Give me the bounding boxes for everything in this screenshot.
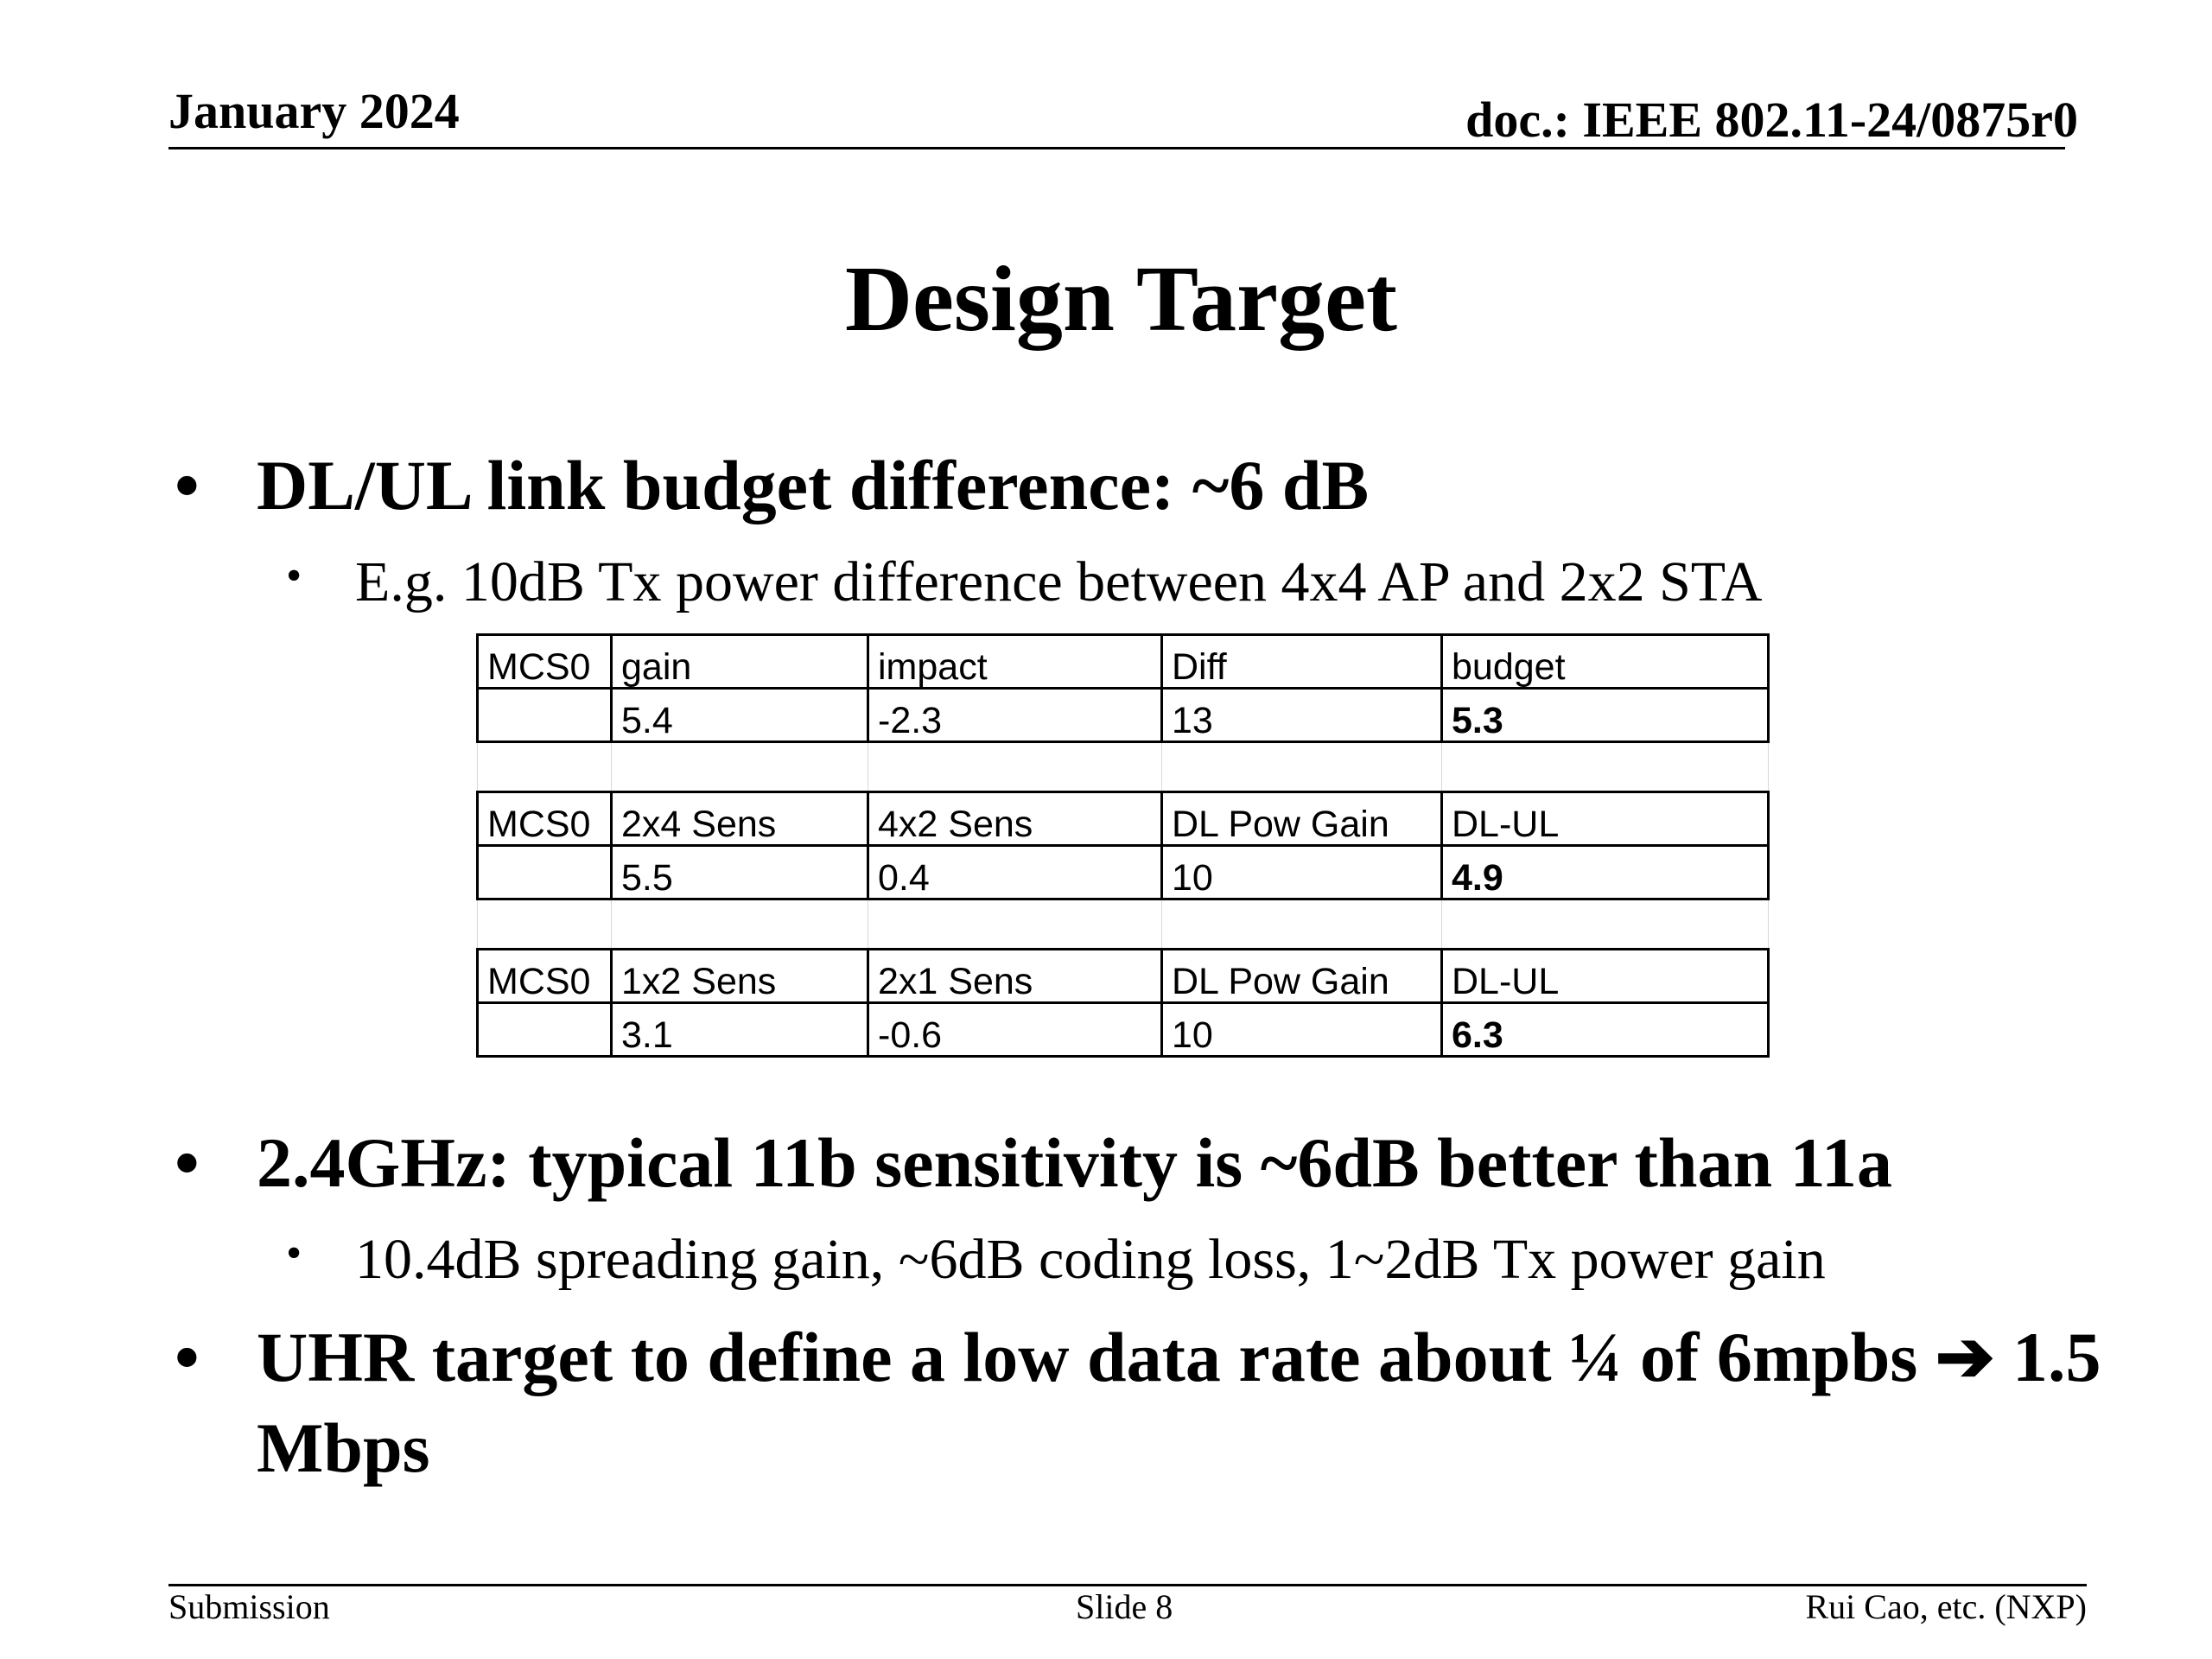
table-row xyxy=(478,846,1769,899)
table-cell xyxy=(478,846,612,899)
table-cell: MCS0 xyxy=(478,792,612,846)
bullet-dot: • xyxy=(175,1318,200,1396)
table-cell: 2x4 Sens xyxy=(612,792,868,846)
sub-bullet-2 xyxy=(286,1228,1826,1291)
sub-bullet-dot: • xyxy=(286,551,302,601)
table-cell: 10 xyxy=(1162,1003,1442,1057)
table-row xyxy=(478,950,1769,1003)
table-cell: DL-UL xyxy=(1442,792,1769,846)
bullet-dot: • xyxy=(175,446,200,524)
header-date: January 2024 xyxy=(168,83,460,139)
bullet-3-text: UHR target to define a low data rate about ¼ of 6mpbs ➔ 1.5 Mbps xyxy=(257,1318,2101,1487)
table-cell: 4x2 Sens xyxy=(868,792,1162,846)
bullet-3 xyxy=(175,1313,2114,1494)
table-cell: impact xyxy=(868,635,1162,689)
table-cell: 4.9 xyxy=(1442,846,1769,899)
table-cell xyxy=(612,742,868,792)
table-cell: -0.6 xyxy=(868,1003,1162,1057)
bullet-1 xyxy=(175,441,1370,531)
table-cell xyxy=(478,742,612,792)
table-cell: 5.3 xyxy=(1442,689,1769,742)
table-cell: Diff xyxy=(1162,635,1442,689)
table-cell: DL Pow Gain xyxy=(1162,950,1442,1003)
table-cell: 5.4 xyxy=(612,689,868,742)
table-cell xyxy=(1162,742,1442,792)
footer-rule xyxy=(168,1584,2087,1586)
table-cell: gain xyxy=(612,635,868,689)
sub-bullet-2-text: 10.4dB spreading gain, ~6dB coding loss, 1~2dB Tx power gain xyxy=(355,1228,1826,1291)
table-cell: 13 xyxy=(1162,689,1442,742)
table-cell: budget xyxy=(1442,635,1769,689)
table-cell: 2x1 Sens xyxy=(868,950,1162,1003)
footer-submission: Submission xyxy=(168,1587,330,1626)
slide-title: Design Target xyxy=(844,248,1398,351)
table-cell xyxy=(478,1003,612,1057)
table-row xyxy=(478,792,1769,846)
table-row xyxy=(478,689,1769,742)
table-cell: DL Pow Gain xyxy=(1162,792,1442,846)
table-cell: MCS0 xyxy=(478,950,612,1003)
table-cell xyxy=(1442,899,1769,950)
table-cell: 5.5 xyxy=(612,846,868,899)
table-cell: 6.3 xyxy=(1442,1003,1769,1057)
sub-bullet-dot: • xyxy=(286,1229,302,1278)
table-cell xyxy=(868,742,1162,792)
table-spacer-row xyxy=(478,742,1769,792)
table-cell: 0.4 xyxy=(868,846,1162,899)
sub-bullet-1-text: E.g. 10dB Tx power difference between 4x4 AP and 2x2 STA xyxy=(355,550,1763,613)
table-cell: 1x2 Sens xyxy=(612,950,868,1003)
table-row xyxy=(478,1003,1769,1057)
table-cell xyxy=(478,899,612,950)
table-spacer-row xyxy=(478,899,1769,950)
header-doc-id: doc.: IEEE 802.11-24/0875r0 xyxy=(1465,92,2078,148)
table-cell: 3.1 xyxy=(612,1003,868,1057)
table-cell: MCS0 xyxy=(478,635,612,689)
table-cell xyxy=(1162,899,1442,950)
table-cell xyxy=(478,689,612,742)
table-cell: DL-UL xyxy=(1442,950,1769,1003)
bullet-2 xyxy=(175,1118,1893,1209)
footer-author: Rui Cao, etc. (NXP) xyxy=(1805,1587,2087,1626)
table-cell xyxy=(612,899,868,950)
table-cell: 10 xyxy=(1162,846,1442,899)
link-budget-table xyxy=(476,633,1770,1058)
bullet-1-text: DL/UL link budget difference: ~6 dB xyxy=(257,446,1370,524)
bullet-dot: • xyxy=(175,1123,200,1202)
table-row xyxy=(478,635,1769,689)
table-cell xyxy=(1442,742,1769,792)
footer-slide-number: Slide 8 xyxy=(1076,1587,1173,1626)
bullet-2-text: 2.4GHz: typical 11b sensitivity is ~6dB better than 11a xyxy=(257,1123,1893,1202)
table-cell xyxy=(868,899,1162,950)
table-cell: -2.3 xyxy=(868,689,1162,742)
header-rule xyxy=(168,147,2065,149)
sub-bullet-1 xyxy=(286,550,1763,613)
